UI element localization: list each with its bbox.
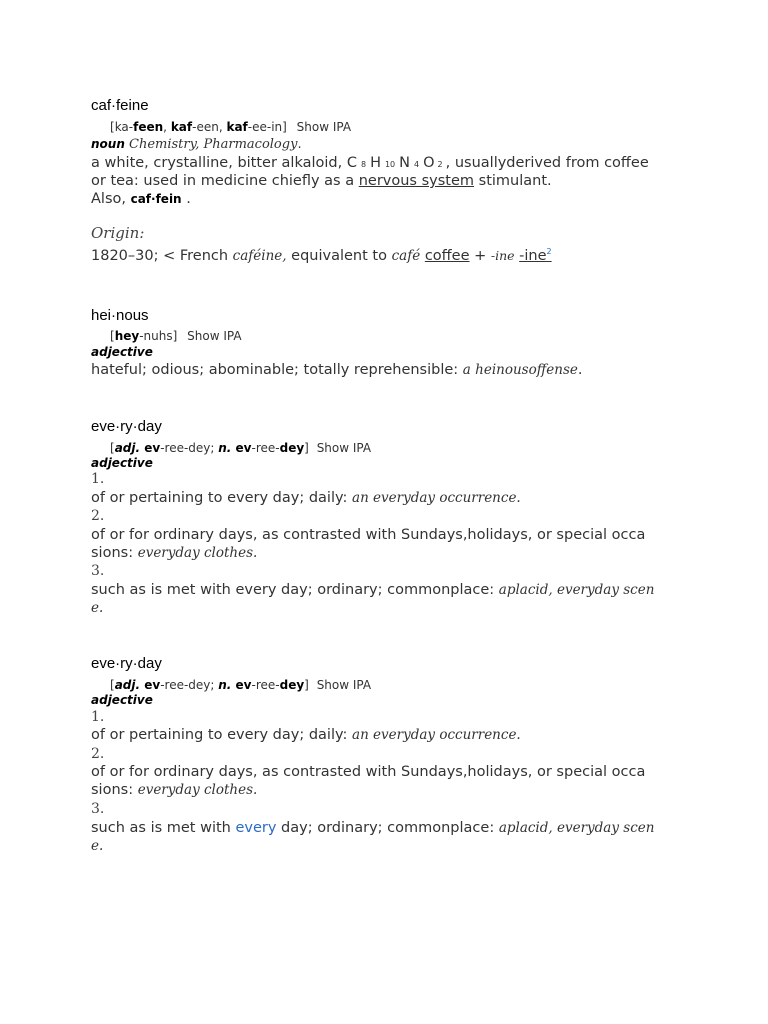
- headword-everyday: eve·ry·day: [91, 655, 162, 672]
- show-ipa-link[interactable]: Show IPA: [316, 441, 372, 455]
- part-of-speech: adjective: [91, 345, 153, 359]
- sense-number-3: 3.: [91, 563, 105, 579]
- example: aplacid, everyday scen: [498, 582, 655, 598]
- sense-number-2: 2.: [91, 746, 105, 762]
- show-ipa-link[interactable]: Show IPA: [187, 329, 242, 343]
- sense-number-1: 1.: [91, 709, 105, 725]
- example-cont: e.: [91, 838, 104, 854]
- nervous-system-link[interactable]: nervous system: [358, 173, 475, 189]
- every-link[interactable]: every: [235, 820, 277, 836]
- origin-text: 1820–30; < French caféine, equivalent to café coffee + -ine -ine$^2$: [91, 247, 552, 264]
- sense-2-definition-cont: sions: everyday clothes.: [91, 782, 258, 798]
- definition-line-1: a white, crystalline, bitter alkaloid, C 8 H 10 N 4 O 2 , usuallyderived from coffee: [91, 155, 649, 171]
- example: everyday clothes.: [137, 545, 258, 561]
- example: aplacid, everyday scen: [498, 820, 655, 836]
- example: everyday clothes.: [137, 782, 258, 798]
- ine-link[interactable]: -ine$^2$: [519, 247, 552, 264]
- part-of-speech: noun: [91, 137, 125, 151]
- definition: hateful; odious; abominable; totally reprehensible: a heinousoffense.: [91, 362, 583, 378]
- sense-number-1: 1.: [91, 471, 105, 487]
- headword-everyday: eve·ry·day: [91, 418, 162, 435]
- pos-line-caffeine: noun Chemistry, Pharmacology.: [91, 137, 302, 152]
- part-of-speech: adjective: [91, 693, 153, 707]
- example: a heinousoffense: [462, 362, 578, 378]
- sense-3-definition: such as is met with every day; ordinary; commonplace: aplacid, everyday scen: [91, 582, 655, 598]
- part-of-speech: adjective: [91, 456, 153, 470]
- also-line: Also, caf·fein .: [91, 191, 191, 207]
- sense-1-definition: of or pertaining to every day; daily: an everyday occurrence.: [91, 727, 521, 743]
- subject-field: Chemistry, Pharmacology: [129, 137, 298, 152]
- example: an everyday occurrence.: [352, 490, 521, 506]
- definition-line-2: or tea: used in medicine chiefly as a nervous system stimulant.: [91, 173, 552, 189]
- sense-1-definition: of or pertaining to every day; daily: an everyday occurrence.: [91, 490, 521, 506]
- example: an everyday occurrence.: [352, 727, 521, 743]
- pronunciation-heinous: [hey-nuhs] Show IPA: [110, 329, 242, 343]
- pronunciation-everyday: [adj. ev-ree-dey; n. ev-ree-dey] Show IPA: [110, 441, 372, 455]
- sense-number-3: 3.: [91, 801, 105, 817]
- pronunciation-everyday: [adj. ev-ree-dey; n. ev-ree-dey] Show IPA: [110, 678, 372, 692]
- show-ipa-link[interactable]: Show IPA: [316, 678, 372, 692]
- headword-caffeine: caf·feine: [91, 97, 149, 114]
- variant-form: caf·fein: [130, 192, 182, 206]
- sense-2-definition: of or for ordinary days, as contrasted with Sundays,holidays, or special occa: [91, 764, 646, 780]
- example-cont: e.: [91, 600, 104, 616]
- sense-3-definition: such as is met with every day; ordinary; commonplace: aplacid, everyday scen: [91, 820, 655, 836]
- sense-2-definition-cont: sions: everyday clothes.: [91, 545, 258, 561]
- sense-2-definition: of or for ordinary days, as contrasted with Sundays,holidays, or special occa: [91, 527, 646, 543]
- sense-number-2: 2.: [91, 508, 105, 524]
- coffee-link[interactable]: coffee: [424, 247, 470, 264]
- headword-heinous: hei·nous: [91, 307, 149, 324]
- show-ipa-link[interactable]: Show IPA: [296, 120, 352, 134]
- origin-heading: Origin:: [91, 224, 145, 242]
- pronunciation-caffeine: [ka-feen, kaf-een, kaf-ee-in] Show IPA: [110, 120, 352, 134]
